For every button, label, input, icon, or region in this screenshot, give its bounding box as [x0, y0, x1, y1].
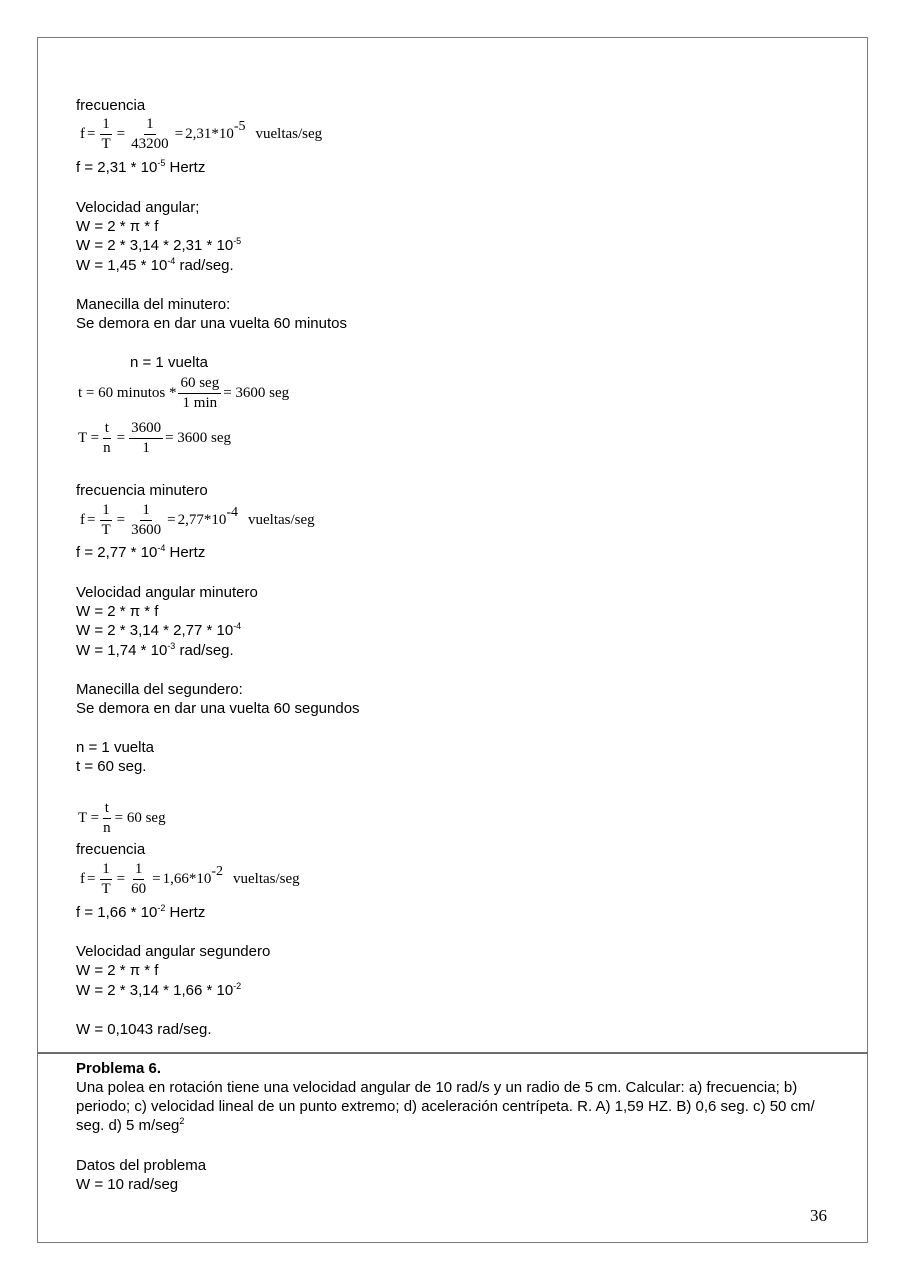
fraction [101, 800, 113, 837]
numerator: 1 [140, 502, 152, 521]
formula-result: 1,66*10 [162, 871, 212, 887]
freq-formula-hour: f = $\frac{1}{T}$ = $\frac{1}{43200}$ = 2,31*10 -5 vueltas/seg [80, 116, 323, 152]
value-text: f = 2,31 * 10 [76, 159, 158, 176]
fraction [129, 420, 163, 457]
minute-n-value: n = 1 vuelta [130, 354, 208, 371]
second-description: Se demora en dar una vuelta 60 segundos [76, 700, 360, 717]
angular-sub-second [76, 981, 241, 1000]
page-border [37, 37, 868, 1243]
denominator: n [103, 820, 111, 836]
formula-result: = 3600 seg [223, 385, 290, 401]
angular-sub-hour [76, 236, 241, 255]
angular-label-hour: Velocidad angular; [76, 199, 200, 216]
formula-lhs: f [80, 871, 85, 887]
angular-formula-hour: W = 2 * π * f [76, 218, 159, 235]
fraction [99, 861, 112, 898]
angular-formula-minute: W = 2 * π * f [76, 603, 159, 620]
problem-statement [76, 1078, 836, 1135]
numerator: 1 [133, 861, 145, 880]
angular-result-second: W = 0,1043 rad/seg. [76, 1021, 212, 1038]
second-freq-label: frecuencia [76, 841, 146, 858]
freq-hertz-hour [76, 158, 205, 177]
problem-title: Problema 6. [76, 1060, 162, 1077]
minute-description: Se demora en dar una vuelta 60 minutos [76, 315, 348, 332]
angular-sub-minute [76, 621, 241, 640]
data-label: Datos del problema [76, 1157, 207, 1174]
formula-unit: vueltas/seg [255, 126, 323, 142]
formula-result: = 3600 seg [165, 430, 232, 446]
denominator: T [101, 522, 111, 538]
fraction [101, 420, 113, 457]
angular-result-minute [76, 641, 234, 660]
fraction [129, 502, 163, 539]
freq-formula-minute: f = $\frac{1}{T}$ = $\frac{1}{3600}$ = 2,77*10 -4 vueltas/seg [80, 502, 315, 538]
angular-formula-second: W = 2 * π * f [76, 962, 159, 979]
page-number: 36 [810, 1206, 827, 1225]
formula-lhs: t = 60 minutos * [78, 385, 177, 401]
formula-lhs: f [80, 126, 85, 142]
exponent: -2 [211, 863, 223, 879]
formula-unit: vueltas/seg [233, 871, 300, 887]
formula-unit: vueltas/seg [248, 512, 315, 528]
value-text: W = 1,45 * 10 [76, 257, 168, 274]
denominator: n [103, 440, 111, 456]
value-text: f = 2,77 * 10 [76, 544, 158, 561]
value-text: W = 1,74 * 10 [76, 642, 168, 659]
exponent: -5 [233, 118, 246, 134]
formula-lhs: T = [78, 430, 100, 446]
fraction [99, 502, 112, 539]
second-n-value: n = 1 vuelta [76, 739, 154, 756]
minute-freq-label: frecuencia minutero [76, 482, 208, 499]
value-text: W = 2 * 3,14 * 1,66 * 10 [76, 982, 234, 999]
unit: Hertz [165, 904, 206, 921]
denominator: 1 [142, 440, 150, 456]
numerator: 1 [100, 502, 112, 521]
angular-label-second: Velocidad angular segundero [76, 943, 271, 960]
angular-label-minute: Velocidad angular minutero [76, 584, 258, 601]
exponent: -3 [167, 641, 176, 651]
section-divider [37, 1052, 868, 1054]
unit: Hertz [165, 159, 206, 176]
fraction [99, 116, 112, 153]
exponent: -4 [233, 621, 242, 631]
exponent: -5 [157, 158, 166, 168]
numerator: 60 seg [178, 375, 221, 394]
numerator: t [103, 420, 111, 439]
denominator: 60 [131, 881, 147, 897]
fraction [129, 861, 148, 898]
T-formula-minute: T = $\frac{t}{n}$ = $\frac{3600}{1}$ = 3600 seg [78, 420, 232, 456]
angular-result-hour [76, 256, 234, 275]
value-text: f = 1,66 * 10 [76, 904, 158, 921]
minute-title: Manecilla del minutero: [76, 296, 231, 313]
data-w: W = 10 rad/seg [76, 1176, 179, 1193]
t-formula-minute [78, 375, 289, 412]
numerator: 1 [144, 116, 156, 135]
exponent: -4 [226, 504, 238, 520]
fraction [178, 375, 221, 412]
exponent: -2 [233, 981, 242, 991]
numerator: 3600 [129, 420, 163, 439]
formula-lhs: f [80, 512, 85, 528]
denominator: 3600 [131, 522, 162, 538]
exponent: -4 [167, 256, 176, 266]
statement-text: Una polea en rotación tiene una velocidad angular de 10 rad/s y un radio de 5 cm. Calcular: a) frecuencia; b) periodo; c) velocidad lineal de un punto extremo; d) aceleración centrípeta. R. A) 1,59 HZ. B) 0,6 seg. c) 50 cm/ seg. d) 5 m/seg [76, 1079, 815, 1134]
exponent: 2 [179, 1116, 185, 1126]
freq-formula-second: f = $\frac{1}{T}$ = $\frac{1}{60}$ = 1,66*10 -2 vueltas/seg [80, 861, 300, 897]
denominator: T [101, 881, 111, 897]
denominator: 1 min [182, 395, 218, 411]
exponent: -4 [157, 543, 166, 553]
formula-result: 2,77*10 [177, 512, 227, 528]
denominator: T [101, 136, 111, 152]
numerator: 1 [100, 861, 112, 880]
exponent: -5 [233, 236, 242, 246]
second-title: Manecilla del segundero: [76, 681, 243, 698]
T-formula-second [78, 800, 166, 837]
denominator: 43200 [131, 136, 169, 152]
unit: Hertz [165, 544, 206, 561]
fraction [129, 116, 171, 153]
value-text: W = 2 * 3,14 * 2,77 * 10 [76, 622, 234, 639]
value-text: W = 2 * 3,14 * 2,31 * 10 [76, 237, 234, 254]
unit: rad/seg. [175, 642, 234, 659]
numerator: t [103, 800, 111, 819]
exponent: -2 [157, 903, 166, 913]
unit: rad/seg. [175, 257, 234, 274]
formula-lhs: T = [78, 810, 100, 826]
freq-hertz-minute [76, 543, 205, 562]
freq-label: frecuencia [76, 97, 146, 114]
freq-hertz-second [76, 903, 205, 922]
numerator: 1 [100, 116, 112, 135]
formula-result: 2,31*10 [185, 126, 234, 142]
second-t-value: t = 60 seg. [76, 758, 147, 775]
formula-result: = 60 seg [114, 810, 166, 826]
